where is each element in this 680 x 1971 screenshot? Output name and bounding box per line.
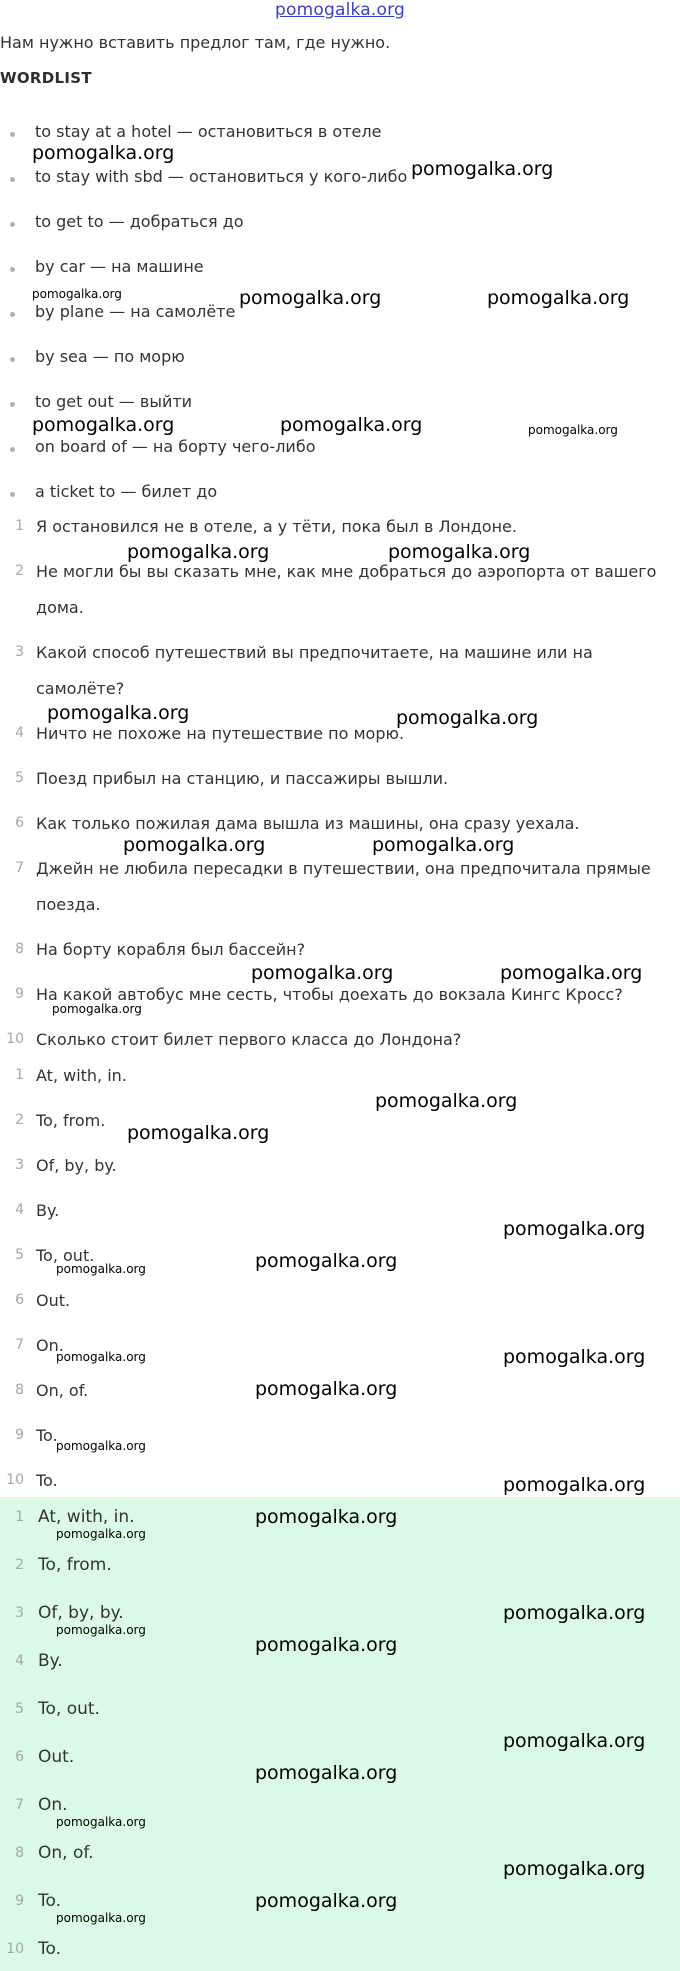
watermark-text: pomogalka.org [56,1527,146,1541]
watermark-text: pomogalka.org [56,1911,146,1925]
intro-text: Нам нужно вставить предлог там, где нужно. [0,33,391,52]
watermark-text: pomogalka.org [503,1218,646,1240]
watermark-text: pomogalka.org [47,702,190,724]
watermark-text: pomogalka.org [52,1002,142,1016]
watermark-text: pomogalka.org [280,414,423,436]
watermark-text: pomogalka.org [503,1474,646,1496]
watermark-text: pomogalka.org [255,1634,398,1656]
wordlist-item: by plane — на самолёте [10,302,235,321]
watermark-text: pomogalka.org [411,158,554,180]
watermark-text: pomogalka.org [528,423,618,437]
wordlist-item: to stay with sbd — остановиться у кого-либо [10,167,407,186]
wordlist-item: to get out — выйти [10,392,192,411]
watermark-text: pomogalka.org [251,962,394,984]
watermark-text: pomogalka.org [56,1815,146,1829]
wordlist-item: to stay at a hotel — остановиться в отеле [10,122,381,141]
watermark-text: pomogalka.org [255,1378,398,1400]
watermark-text: pomogalka.org [375,1090,518,1112]
watermark-text: pomogalka.org [127,541,270,563]
watermark-text: pomogalka.org [32,414,175,436]
watermark-text: pomogalka.org [255,1506,398,1528]
watermark-text: pomogalka.org [123,834,266,856]
watermark-text: pomogalka.org [239,287,382,309]
watermark-text: pomogalka.org [56,1623,146,1637]
site-logo-link[interactable]: pomogalka.org [275,0,405,20]
watermark-text: pomogalka.org [503,1858,646,1880]
watermark-text: pomogalka.org [503,1602,646,1624]
watermark-text: pomogalka.org [255,1250,398,1272]
watermark-text: pomogalka.org [32,142,175,164]
watermark-text: pomogalka.org [56,1350,146,1364]
watermark-text: pomogalka.org [500,962,643,984]
watermark-text: pomogalka.org [255,1762,398,1784]
wordlist-item: by car — на машине [10,257,204,276]
watermark-text: pomogalka.org [487,287,630,309]
watermark-text: pomogalka.org [56,1439,146,1453]
watermark-text: pomogalka.org [32,287,122,301]
watermark-text: pomogalka.org [503,1346,646,1368]
watermark-text: pomogalka.org [255,1890,398,1912]
watermark-text: pomogalka.org [372,834,515,856]
watermark-text: pomogalka.org [127,1122,270,1144]
watermark-text: pomogalka.org [56,1262,146,1276]
watermark-text: pomogalka.org [388,541,531,563]
watermark-text: pomogalka.org [396,707,539,729]
wordlist-item: to get to — добраться до [10,212,244,231]
watermark-text: pomogalka.org [503,1730,646,1752]
wordlist-item: by sea — по морю [10,347,185,366]
wordlist-item: a ticket to — билет до [10,482,217,501]
wordlist-heading: WORDLIST [0,69,92,87]
wordlist-item: on board of — на борту чего-либо [10,437,315,456]
